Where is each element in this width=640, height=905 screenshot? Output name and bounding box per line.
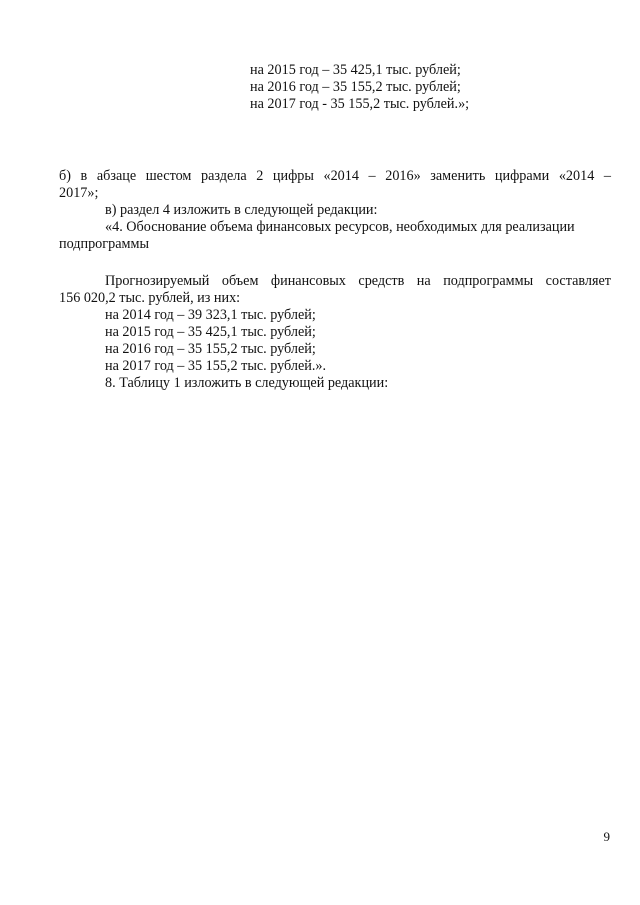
year-line-2014: на 2014 год – 39 323,1 тыс. рублей; <box>105 307 316 323</box>
year-line-2015: на 2015 год – 35 425,1 тыс. рублей; <box>105 324 316 340</box>
para-v: в) раздел 4 изложить в следующей редакции: <box>105 202 378 218</box>
top-line-2016: на 2016 год – 35 155,2 тыс. рублей; <box>250 79 461 95</box>
section-heading-line2: подпрограммы <box>59 236 149 252</box>
forecast-line2: 156 020,2 тыс. рублей, из них: <box>59 290 241 306</box>
top-line-2015: на 2015 год – 35 425,1 тыс. рублей; <box>250 62 461 78</box>
forecast-line1: Прогнозируемый объем финансовых средств на подпрограммы составляет <box>105 273 611 289</box>
year-line-2016: на 2016 год – 35 155,2 тыс. рублей; <box>105 341 316 357</box>
para-b-line2: 2017»; <box>59 185 99 201</box>
year-line-2017: на 2017 год – 35 155,2 тыс. рублей.». <box>105 358 327 374</box>
top-line-2017: на 2017 год - 35 155,2 тыс. рублей.»; <box>250 96 470 112</box>
para-b-line1: б) в абзаце шестом раздела 2 цифры «2014 – 2016» заменить цифрами «2014 – <box>59 168 611 184</box>
item-8: 8. Таблицу 1 изложить в следующей редакции: <box>105 375 389 391</box>
section-heading-line1: «4. Обоснование объема финансовых ресурсов, необходимых для реализации <box>105 219 575 235</box>
page-number: 9 <box>603 829 610 844</box>
